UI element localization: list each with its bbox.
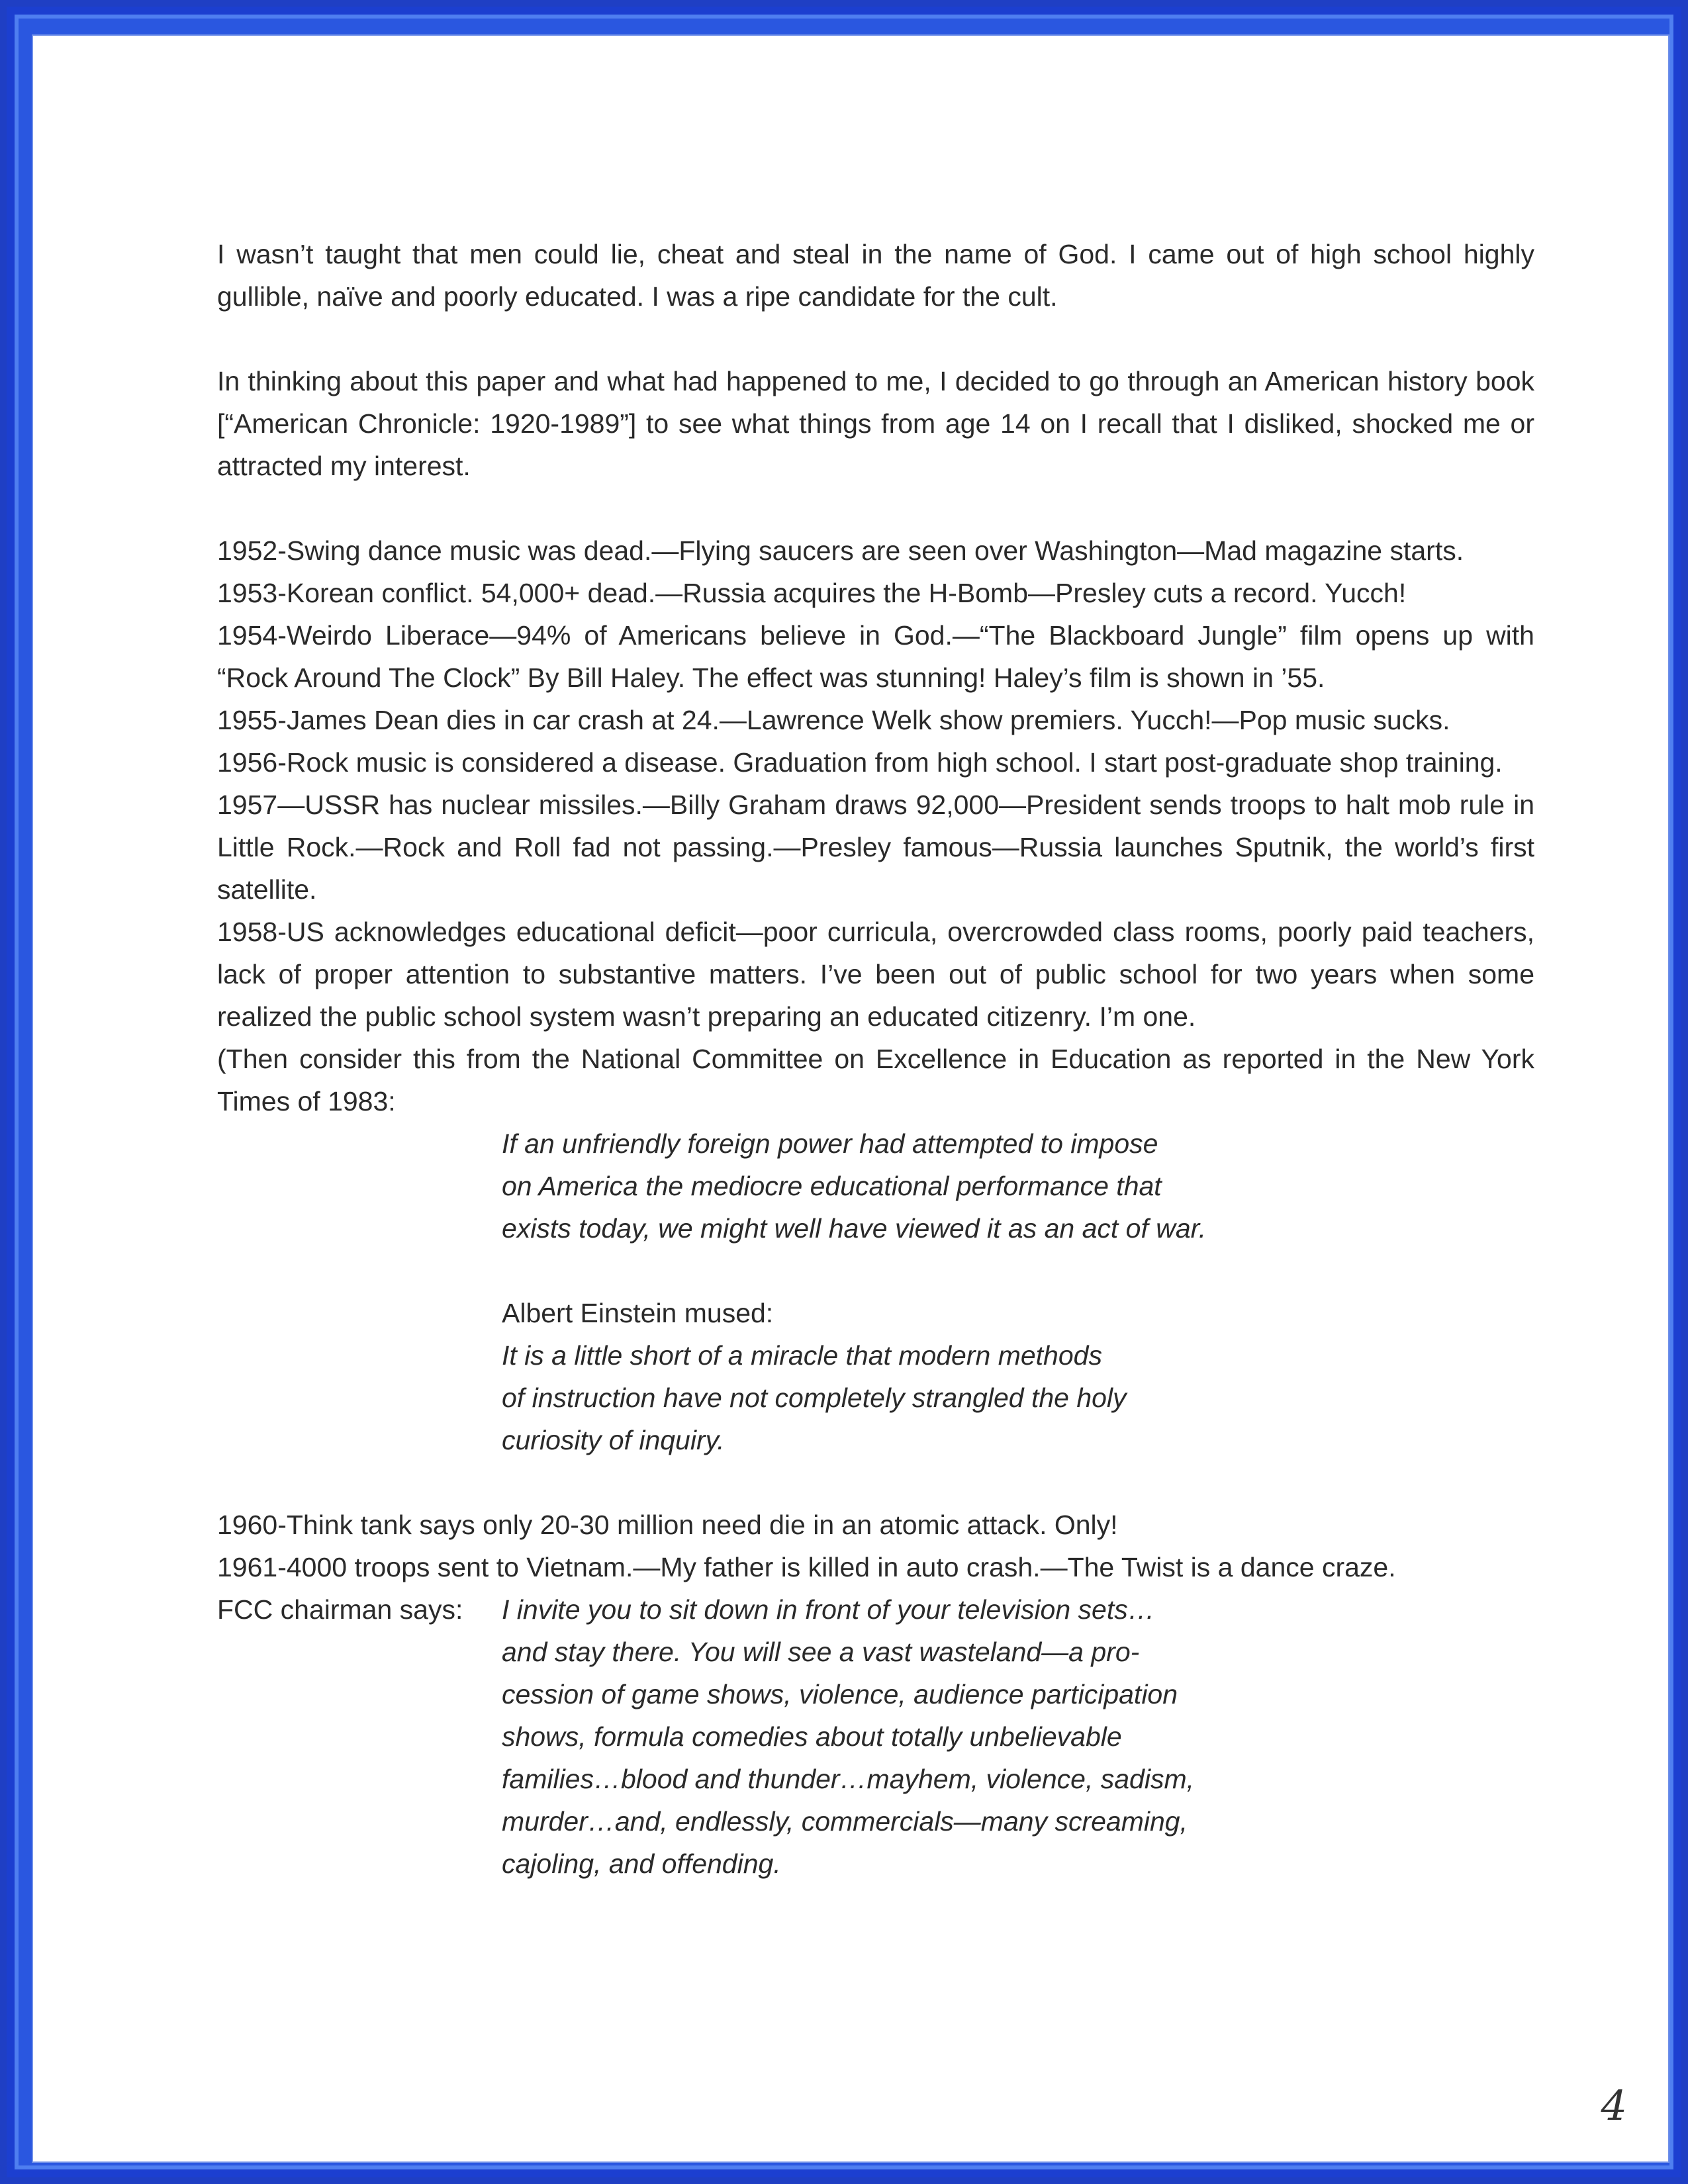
quote-line: and stay there. You will see a vast wasteland—a pro- (502, 1637, 1140, 1667)
spacer (217, 487, 1534, 529)
fcc-quote (502, 1588, 1194, 1885)
quote-line: on America the mediocre educational performance that (502, 1171, 1162, 1201)
quote-line: of instruction have not completely strangled the holy (502, 1383, 1127, 1413)
spacer (217, 1461, 1534, 1504)
quote-line: I invite you to sit down in front of your television sets… (502, 1594, 1155, 1625)
spacer (217, 318, 1534, 360)
spacer (217, 1250, 1534, 1292)
page-number: 4 (1601, 2081, 1627, 2130)
timeline-entry-1955: 1955-James Dean dies in car crash at 24.—Lawrence Welk show premiers. Yucch!—Pop music sucks. (217, 705, 1450, 735)
fcc-quote-row (217, 1588, 1534, 1885)
timeline-entry-1960: 1960-Think tank says only 20-30 million need die in an atomic attack. Only! (217, 1510, 1118, 1540)
quote-line: cession of game shows, violence, audience participation (502, 1679, 1178, 1709)
quote-line: families…blood and thunder…mayhem, violence, sadism, (502, 1764, 1195, 1794)
timeline-entry-1953: 1953-Korean conflict. 54,000+ dead.—Russia acquires the H-Bomb—Presley cuts a record. Yucch! (217, 578, 1407, 608)
committee-quote (502, 1122, 1263, 1250)
quote-line: cajoling, and offending. (502, 1848, 781, 1879)
committee-note: (Then consider this from the National Committee on Excellence in Education as reported in the New York Times of 1983: (217, 1044, 1534, 1116)
einstein-intro: Albert Einstein mused: (502, 1298, 774, 1328)
timeline-entry-1958: 1958-US acknowledges educational deficit—poor curricula, overcrowded class rooms, poorly paid teachers, lack of proper attention to substantive matters. I’ve been out of public school for two years when some realized the public school system wasn’t preparing an educated citizenry. I’m one. (217, 917, 1534, 1032)
quote-line: murder…and, endlessly, commercials—many screaming, (502, 1806, 1188, 1837)
document-body (217, 233, 1534, 1885)
intro-paragraph-1: I wasn’t taught that men could lie, cheat and steal in the name of God. I came out of high school highly gullible, naïve and poorly educated. I was a ripe candidate for the cult. (217, 239, 1534, 312)
intro-paragraph-2: In thinking about this paper and what had happened to me, I decided to go through an American history book [“American Chronicle: 1920-1989”] to see what things from age 14 on I recall that I disliked, shocked me or attracted my interest. (217, 366, 1534, 481)
timeline-entry-1952: 1952-Swing dance music was dead.—Flying saucers are seen over Washington—Mad magazine starts. (217, 535, 1464, 566)
einstein-quote (502, 1292, 1263, 1461)
quote-line: If an unfriendly foreign power had attempted to impose (502, 1128, 1158, 1159)
quote-line: shows, formula comedies about totally unbelievable (502, 1721, 1122, 1752)
timeline-entry-1961: 1961-4000 troops sent to Vietnam.—My father is killed in auto crash.—The Twist is a dance craze. (217, 1552, 1396, 1582)
document-page (33, 36, 1668, 2161)
timeline-entry-1957: 1957—USSR has nuclear missiles.—Billy Graham draws 92,000—President sends troops to halt mob rule in Little Rock.—Rock and Roll fad not passing.—Presley famous—Russia launches Sputnik, the world’s first satellite. (217, 790, 1534, 905)
quote-line: exists today, we might well have viewed it as an act of war. (502, 1213, 1207, 1244)
timeline-entry-1954: 1954-Weirdo Liberace—94% of Americans believe in God.—“The Blackboard Jungle” film opens up with “Rock Around The Clock” By Bill Haley. The effect was stunning! Haley’s film is shown in ’55. (217, 620, 1534, 693)
timeline-entry-1956: 1956-Rock music is considered a disease. Graduation from high school. I start post-graduate shop training. (217, 747, 1503, 778)
quote-line: curiosity of inquiry. (502, 1425, 725, 1455)
fcc-label: FCC chairman says: (217, 1594, 463, 1625)
quote-line: It is a little short of a miracle that modern methods (502, 1340, 1102, 1371)
